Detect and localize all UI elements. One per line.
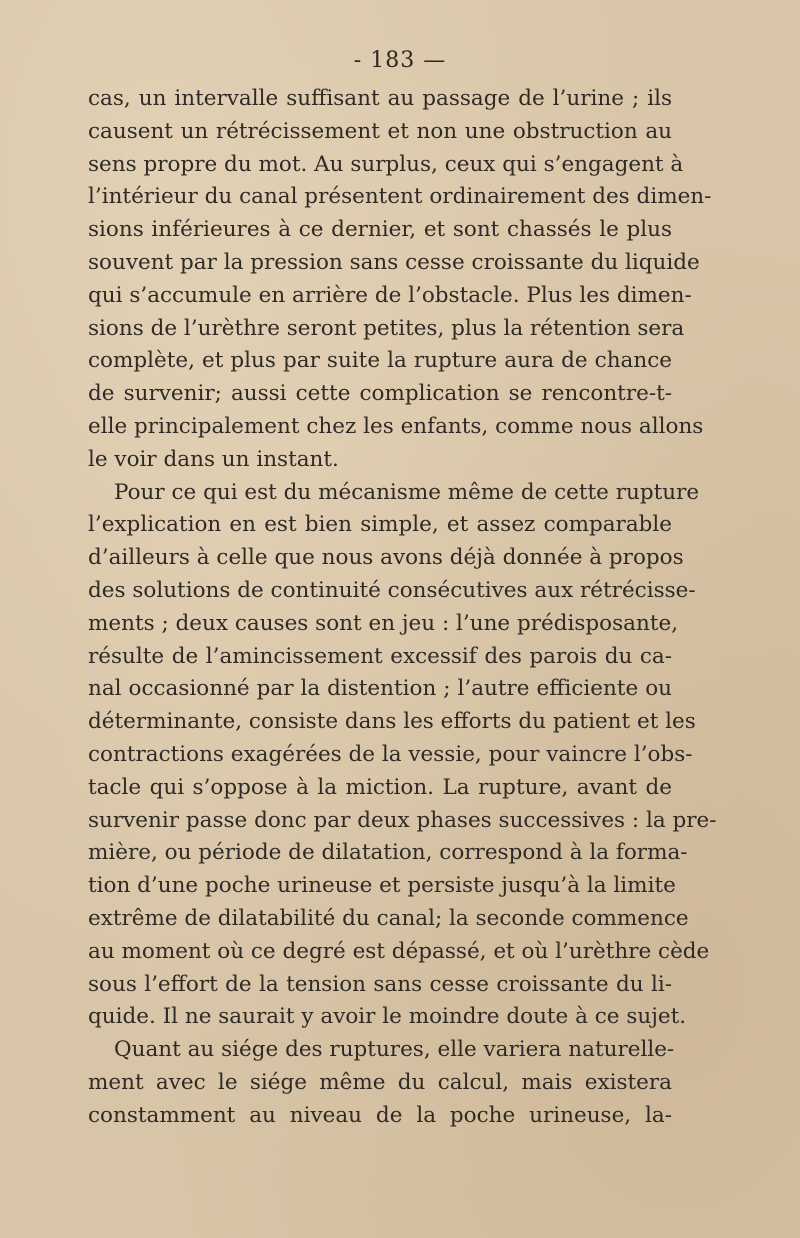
- text-line: causent un rétrécissement et non une obstruction au: [88, 118, 672, 144]
- text-line: d’ailleurs à celle que nous avons déjà donnée à propos: [88, 545, 684, 571]
- page-number: - 183 —: [353, 48, 447, 73]
- text-line: des solutions de continuité consécutives aux rétrécisse-: [88, 577, 696, 603]
- paragraph-first-line: Pour ce qui est du mécanisme même de cette rupture: [114, 479, 700, 505]
- paragraph-end-line: le voir dans un instant.: [88, 446, 339, 472]
- body-text: [88, 83, 717, 1133]
- text-line: contractions exagérées de la vessie, pour vaincre l’obs-: [88, 741, 693, 767]
- text-line: elle principalement chez les enfants, comme nous allons: [88, 413, 704, 439]
- text-line: déterminante, consiste dans les efforts du patient et les: [88, 709, 696, 735]
- text-line: tacle qui s’oppose à la miction. La rupture, avant de: [88, 774, 672, 800]
- text-line: ments ; deux causes sont en jeu : l’une prédisposante,: [88, 610, 679, 636]
- text-line: sens propre du mot. Au surplus, ceux qui s’engagent à: [88, 151, 684, 177]
- text-line: complète, et plus par suite la rupture aura de chance: [88, 348, 672, 374]
- paragraph-end-line: quide. Il ne saurait y avoir le moindre doute à ce sujet.: [88, 1004, 687, 1030]
- text-line: au moment où ce degré est dépassé, et où l’urèthre cède: [88, 938, 710, 964]
- text-line: extrême de dilatabilité du canal; la seconde commence: [88, 905, 689, 931]
- text-line: nal occasionné par la distention ; l’autre efficiente ou: [88, 676, 672, 702]
- text-line: ment avec le siége même du calcul, mais existera: [88, 1069, 672, 1095]
- text-line: qui s’accumule en arrière de l’obstacle. Plus les dimen-: [88, 282, 692, 308]
- text-line: mière, ou période de dilatation, correspond à la forma-: [88, 840, 688, 866]
- text-line: l’intérieur du canal présentent ordinairement des dimen-: [88, 184, 712, 210]
- text-line: cas, un intervalle suffisant au passage de l’urine ; ils: [88, 86, 672, 111]
- text-line: survenir passe donc par deux phases successives : la pre-: [88, 807, 717, 833]
- text-line: constamment au niveau de la poche urineuse, la-: [88, 1102, 672, 1128]
- text-line: tion d’une poche urineuse et persiste jusqu’à la limite: [88, 873, 676, 899]
- text-line: sions inférieures à ce dernier, et sont chassés le plus: [88, 217, 672, 243]
- text-line: sions de l’urèthre seront petites, plus la rétention sera: [88, 315, 685, 341]
- text-line: résulte de l’amincissement excessif des parois du ca-: [88, 643, 672, 669]
- text-line: souvent par la pression sans cesse croissante du liquide: [88, 249, 700, 275]
- text-line: de survenir; aussi cette complication se rencontre-t-: [88, 381, 672, 407]
- text-line: sous l’effort de la tension sans cesse croissante du li-: [88, 971, 672, 997]
- text-line: l’explication en est bien simple, et assez comparable: [88, 512, 672, 538]
- paragraph-first-line: Quant au siége des ruptures, elle variera naturelle-: [114, 1037, 675, 1063]
